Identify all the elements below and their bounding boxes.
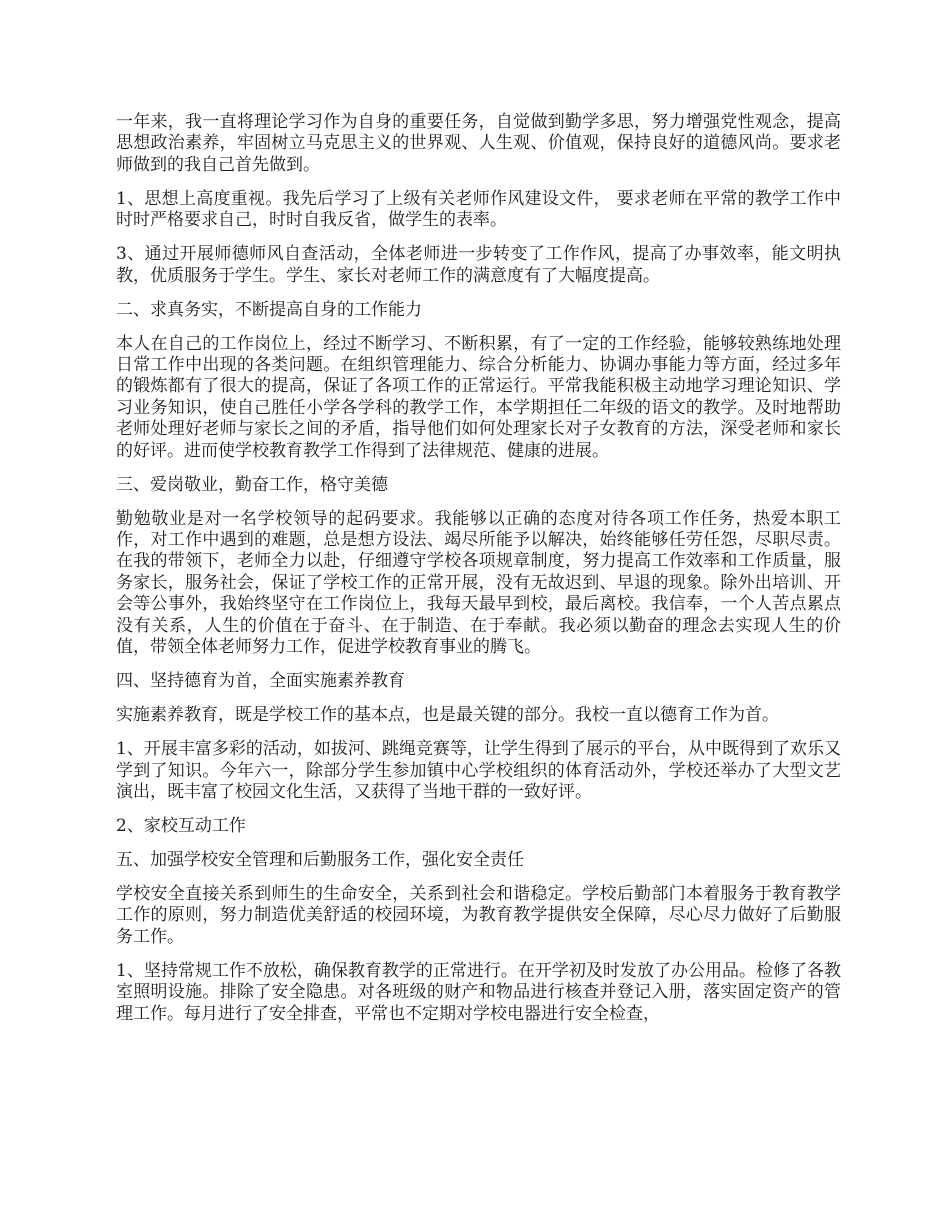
paragraph: 2、家校互动工作 — [116, 815, 246, 836]
paragraph: 一年来，我一直将理论学习作为自身的重要任务，自觉做到勤学多思，努力增强党性观念，提高思想政治素养，牢固树立马克思主义的世界观、人生观、价值观，保持良好的道德风尚。要求老师做到的我自己首先做到。 — [116, 112, 841, 175]
paragraph: 学校安全直接关系到师生的生命安全，关系到社会和谐稳定。学校后勤部门本着服务于教育教学工作的原则，努力制造优美舒适的校园环境，为教育教学提供安全保障，尽心尽力做好了后勤服务工作。 — [116, 883, 841, 947]
paragraph: 实施素养教育，既是学校工作的基本点，也是最关键的部分。我校一直以德育工作为首。 — [116, 705, 779, 726]
paragraph: 1、坚持常规工作不放松，确保教育教学的正常进行。在开学初及时发放了办公用品。检修了各教室照明设施。排除了安全隐患。对各班级的财产和物品进行核查并登记入册，落实固定资产的管理工作。每月进行了安全排查，平常也不定期对学校电器进行安全检查， — [116, 960, 841, 1024]
section-heading: 五、加强学校安全管理和后勤服务工作，强化安全责任 — [116, 849, 524, 870]
paragraph: 1、开展丰富多彩的活动，如拔河、跳绳竞赛等，让学生得到了展示的平台，从中既得到了欢乐又学到了知识。今年六一，除部分学生参加镇中心学校组织的体育活动外，学校还举办了大型文艺演出，既丰富了校园文化生活，又获得了当地干群的一致好评。 — [116, 739, 841, 802]
paragraph: 1、思想上高度重视。我先后学习了上级有关老师作风建设文件， 要求老师在平常的教学工作中时时严格要求自己，时时自我反省，做学生的表率。 — [116, 188, 841, 231]
document-page — [116, 112, 841, 1038]
section-heading: 四、坚持德育为首，全面实施素养教育 — [116, 671, 405, 692]
paragraph: 本人在自己的工作岗位上，经过不断学习、不断积累，有了一定的工作经验，能够较熟练地处理日常工作中出现的各类问题。在组织管理能力、综合分析能力、协调办事能力等方面，经过多年的锻炼都有了很大的提高，保证了各项工作的正常运行。平常我能积极主动地学习理论知识、学习业务知识，使自己胜任小学各学科的教学工作，本学期担任二年级的语文的教学。及时地帮助老师处理好老师与家长之间的矛盾，指导他们如何处理家长对子女教育的方法，深受老师和家长的好评。进而使学校教育教学工作得到了法律规范、健康的进展。 — [116, 333, 841, 461]
section-heading: 三、爱岗敬业，勤奋工作，格守美德 — [116, 474, 388, 495]
paragraph: 勤勉敬业是对一名学校领导的起码要求。我能够以正确的态度对待各项工作任务，热爱本职工作，对工作中遇到的难题，总是想方设法、竭尽所能予以解决，始终能够任劳任怨，尽职尽责。在我的带领下，老师全力以赴，仔细遵守学校各项规章制度，努力提高工作效率和工作质量，服务家长，服务社会，保证了学校工作的正常开展，没有无故迟到、早退的现象。除外出培训、开会等公事外，我始终坚守在工作岗位上，我每天最早到校，最后离校。我信奉，一个人苦点累点没有关系，人生的价值在于奋斗、在于制造、在于奉献。我必须以勤奋的理念去实现人生的价值，带领全体老师努力工作，促进学校教育事业的腾飞。 — [116, 508, 841, 658]
paragraph: 3、通过开展师德师风自查活动，全体老师进一步转变了工作作风，提高了办事效率，能文明执教，优质服务于学生。学生、家长对老师工作的满意度有了大幅度提高。 — [116, 244, 841, 286]
section-heading: 二、求真务实，不断提高自身的工作能力 — [116, 299, 422, 320]
